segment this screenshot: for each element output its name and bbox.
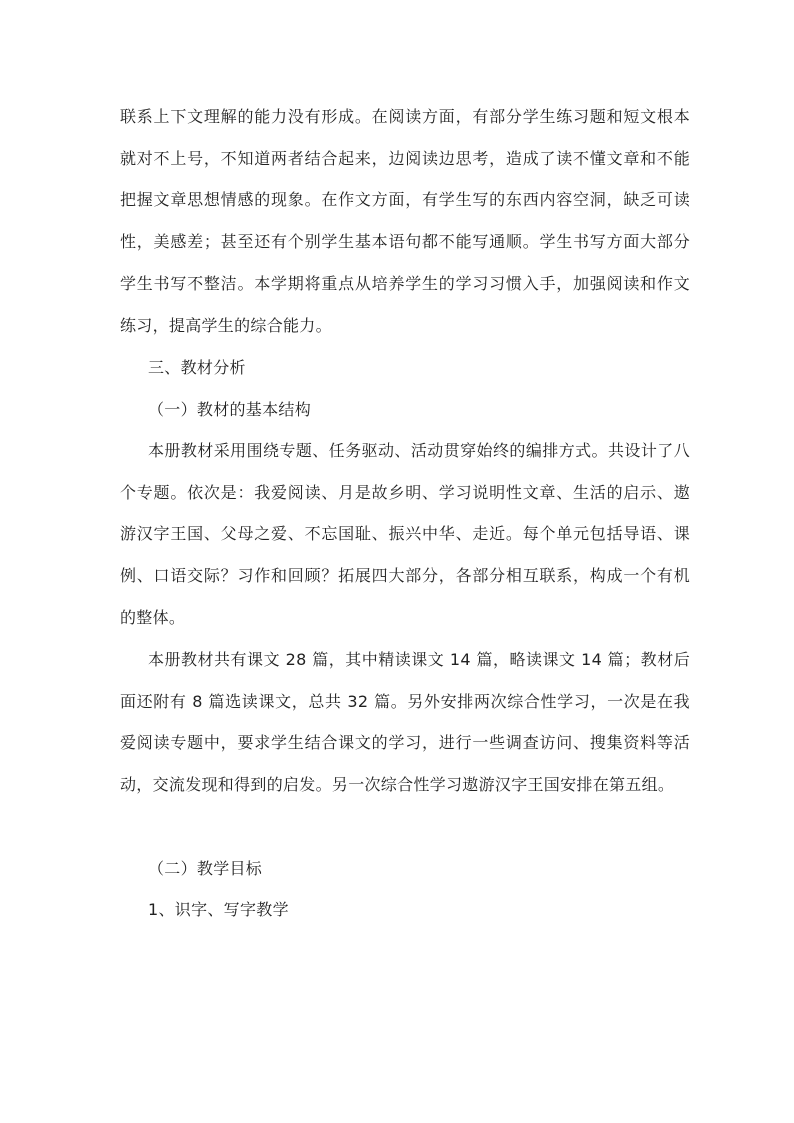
- item-heading-literacy-writing: 1、识字、写字教学: [148, 900, 289, 919]
- paragraph-learning-analysis: 联系上下文理解的能力没有形成。在阅读方面，有部分学生练习题和短文根本就对不上号，不知道两者结合起来，边阅读边思考，造成了读不懂文章和不能把握文章思想情感的现象。在作文方面，有学生写的东西内容空洞，缺乏可读性，美感差；甚至还有个别学生基本语句都不能写通顺。学生书写方面大部分学生书写不整洁。本学期将重点从培养学生的学习习惯入手，加强阅读和作文练习，提高学生的综合能力。: [120, 107, 690, 335]
- paragraph-textbook-structure: 本册教材采用围绕专题、任务驱动、活动贯穿始终的编排方式。共设计了八个专题。依次是：我爱阅读、月是故乡明、学习说明性文章、生活的启示、遨游汉字王国、父母之爱、不忘国耻、振兴中华、走近。每个单元包括导语、课例、口语交际？习作和回顾？拓展四大部分，各部分相互联系，构成一个有机的整体。: [120, 441, 690, 627]
- section-heading-textbook-analysis: 三、教材分析: [148, 358, 246, 377]
- paragraph-lesson-count: 本册教材共有课文 28 篇，其中精读课文 14 篇，略读课文 14 篇；教材后面还附有 8 篇选读课文，总共 32 篇。另外安排两次综合性学习，一次是在我爱阅读专题中，要求学生结合课文的学习，进行一些调查访问、搜集资料等活动，交流发现和得到的启发。另一次综合性学习遨游汉字王国安排在第五组。: [120, 650, 690, 795]
- subsection-heading-basic-structure: （一）教材的基本结构: [148, 400, 312, 419]
- subsection-heading-teaching-goals: （二）教学目标: [148, 859, 263, 878]
